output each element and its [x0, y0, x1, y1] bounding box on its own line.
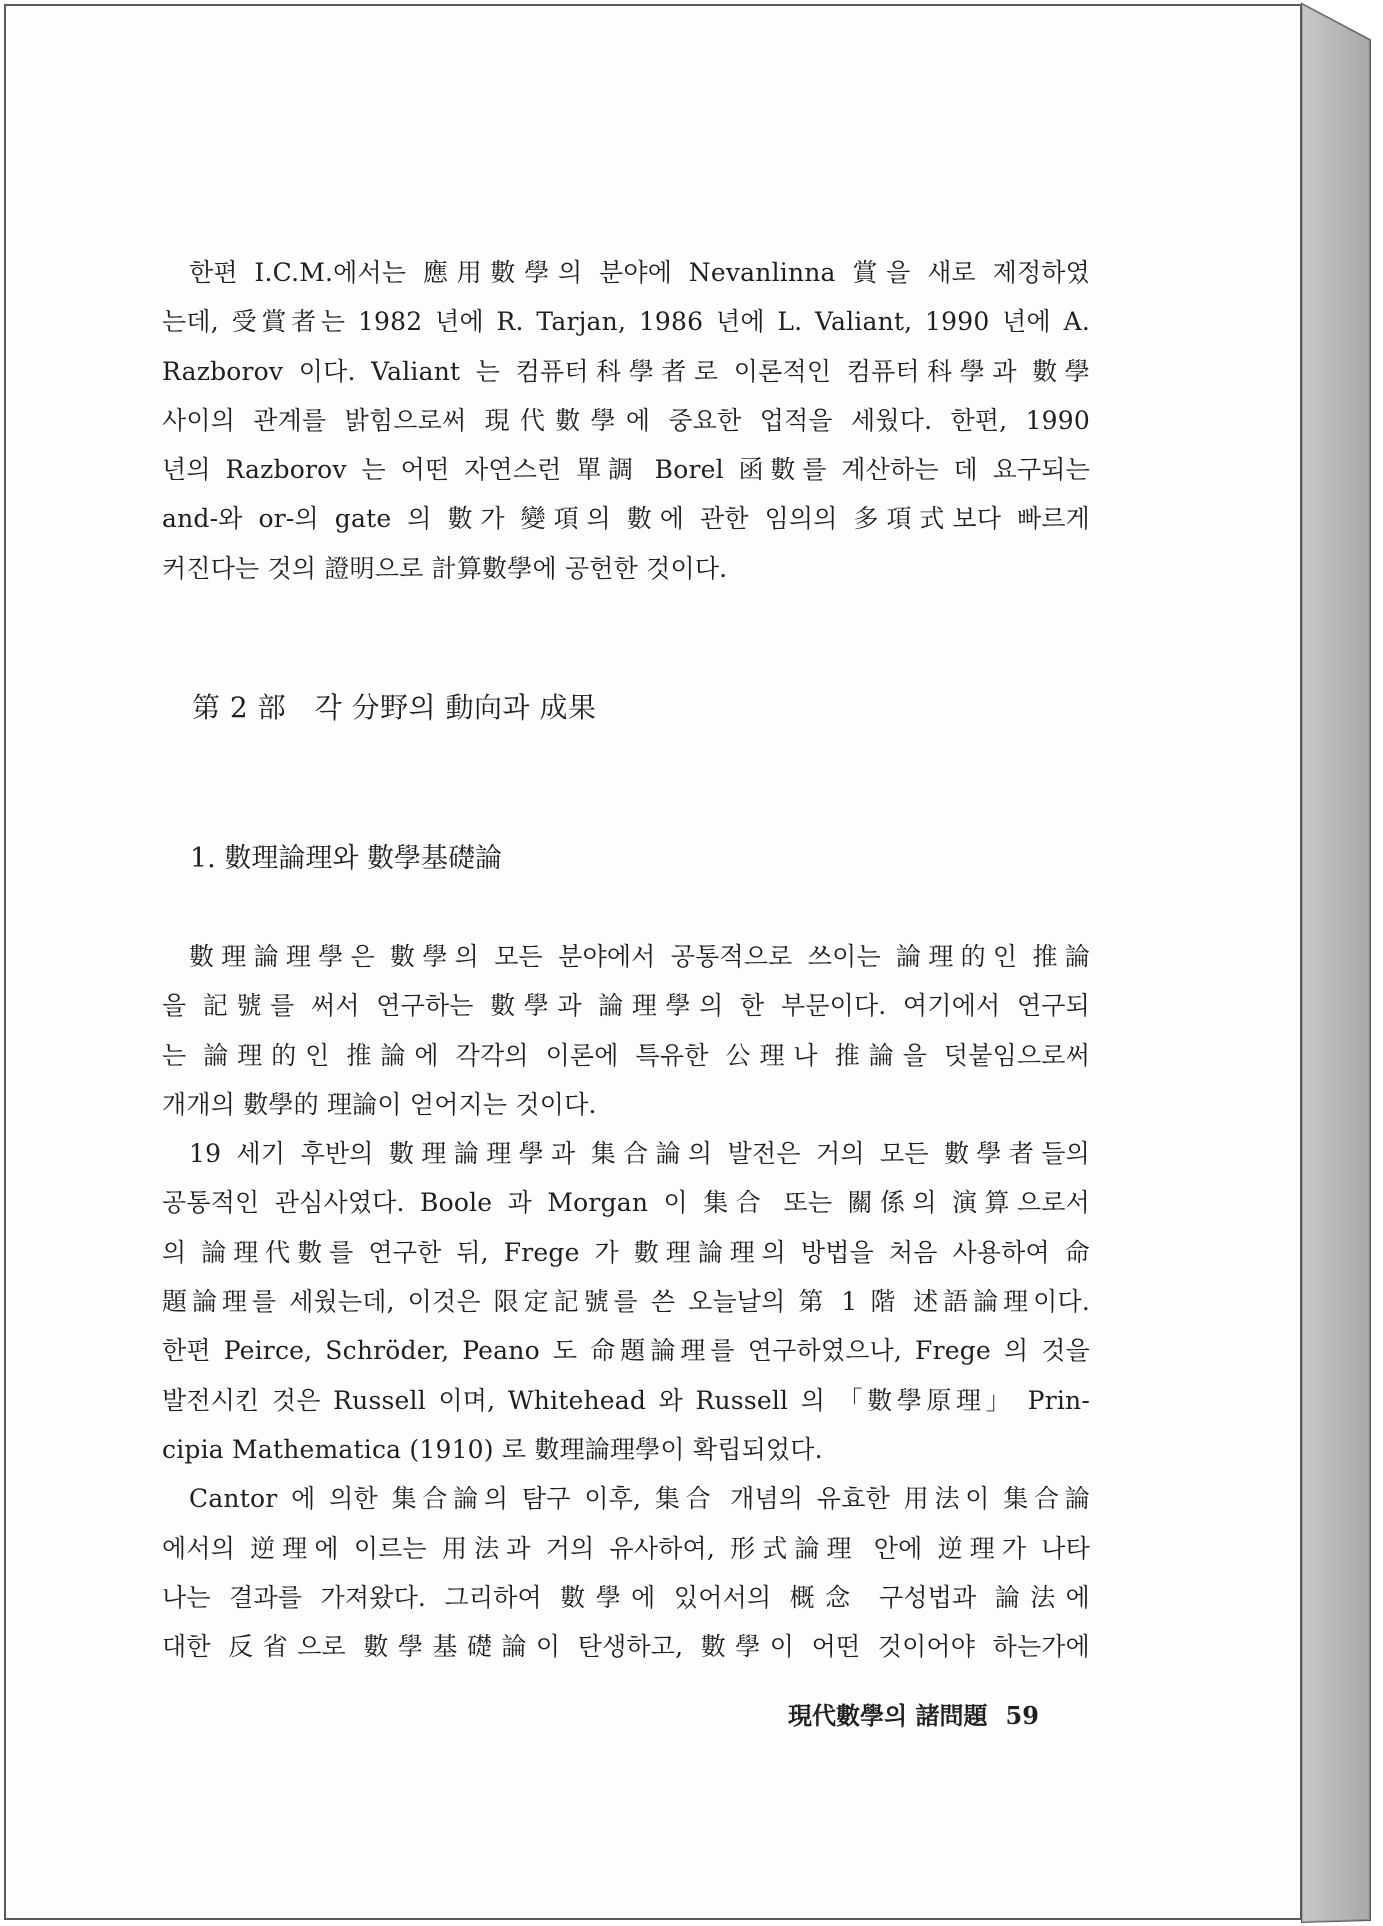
text-line: 커진다는 것의 證明으로 計算數學에 공헌한 것이다.	[162, 553, 728, 583]
text-line: 한편 I.C.M.에서는 應用數學의 분야에 Nevanlinna 賞을 새로 제정하였	[189, 258, 1090, 287]
text-line: 는데, 受賞者는 1982 년에 R. Tarjan, 1986 년에 L. Valiant, 1990 년에 A.	[162, 307, 1090, 337]
text-line: 발전시킨 것은 Russell 이며, Whitehead 와 Russell 의 「數學原理」 Prin-	[162, 1385, 1090, 1415]
text-line: Cantor 에 의한 集合論의 탐구 이후, 集合 개념의 유효한 用法이 集合論	[189, 1484, 1090, 1514]
subsection-heading: 1. 數理論理와 數學基礎論	[190, 843, 503, 874]
text-line: 에서의 逆理에 이르는 用法과 거의 유사하여, 形式論理 안에 逆理가 나타	[162, 1533, 1090, 1563]
page-number: 59	[1005, 1701, 1039, 1730]
text-line: 공통적인 관심사였다. Boole 과 Morgan 이 集合 또는 關係의 演算으로서	[162, 1188, 1090, 1218]
text-line: 의 論理代數를 연구한 뒤, Frege 가 數理論理의 방법을 처음 사용하여 命	[162, 1237, 1090, 1267]
text-line: 題論理를 세웠는데, 이것은 限定記號를 쓴 오늘날의 第 1 階 述語論理이다.	[162, 1287, 1090, 1317]
text-line: and-와 or-의 gate 의 數가 變項의 數에 관한 임의의 多項式보다 빠르게	[162, 504, 1090, 534]
text-line: 나는 결과를 가져왔다. 그리하여 數學에 있어서의 概念 구성법과 論法에	[162, 1582, 1090, 1612]
text-line: 數理論理學은 數學의 모든 분야에서 공통적으로 쓰이는 論理的인 推論	[189, 942, 1090, 971]
paragraph-nevanlinna-prize	[162, 248, 1090, 593]
part-heading: 第 2 部 각 分野의 動向과 成果	[192, 691, 597, 724]
paragraph-19th-century	[162, 1129, 1090, 1474]
text-line: 사이의 관계를 밝힘으로써 現代數學에 중요한 업적을 세웠다. 한편, 1990	[162, 405, 1090, 435]
paragraph-mathematical-logic	[162, 932, 1090, 1129]
text-line: 년의 Razborov 는 어떤 자연스런 單調 Borel 函數를 계산하는 데 요구되는	[162, 455, 1090, 485]
text-line: cipia Mathematica (1910) 로 數理論理學이 확립되었다.	[162, 1434, 823, 1464]
top-text-block	[162, 248, 1090, 593]
running-footer	[788, 1696, 1039, 1731]
main-text-block	[162, 932, 1090, 1671]
paragraph-cantor	[162, 1474, 1090, 1671]
text-line: 을 記號를 써서 연구하는 數學과 論理學의 한 부문이다. 여기에서 연구되	[162, 991, 1090, 1021]
text-line: 는 論理的인 推論에 각각의 이론에 특유한 公理나 推論을 덧붙임으로써	[162, 1040, 1090, 1070]
text-line: 19 세기 후반의 數理論理學과 集合論의 발전은 거의 모든 數學者들의	[189, 1139, 1090, 1169]
running-title: 現代數學의 諸問題	[788, 1701, 988, 1730]
text-line: 개개의 數學的 理論이 얻어지는 것이다.	[162, 1089, 597, 1119]
text-line: 대한 反省으로 數學基礎論이 탄생하고, 數學이 어떤 것이어야 하는가에	[162, 1632, 1090, 1662]
text-line: 한편 Peirce, Schröder, Peano 도 命題論理를 연구하였으나, Frege 의 것을	[162, 1336, 1090, 1366]
text-line: Razborov 이다. Valiant 는 컴퓨터科學者로 이론적인 컴퓨터科學과 數學	[162, 356, 1090, 386]
